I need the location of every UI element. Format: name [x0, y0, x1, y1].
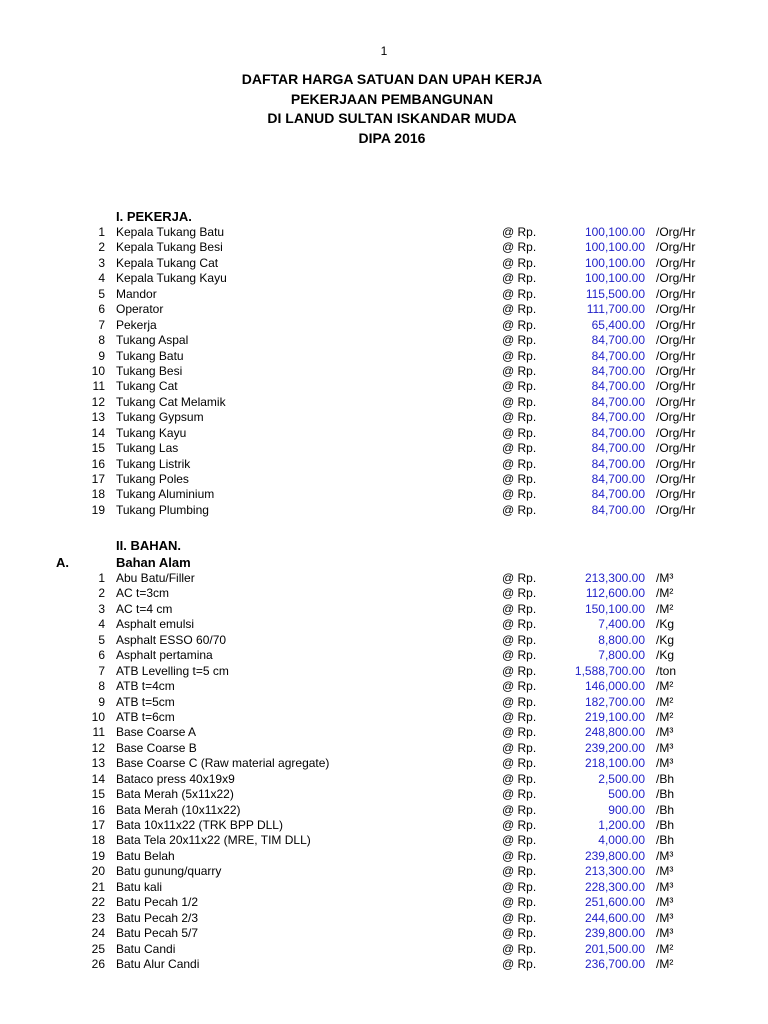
row-number: 3	[98, 255, 105, 270]
price-row	[0, 333, 768, 348]
unit-label: /Bh	[656, 771, 675, 786]
material-price-list	[0, 571, 768, 972]
item-name: Asphalt emulsi	[116, 617, 195, 632]
unit-label: /M³	[656, 725, 674, 740]
item-name: Asphalt ESSO 60/70	[116, 632, 227, 647]
currency-label: @ Rp.	[502, 910, 537, 925]
page-number: 1	[380, 44, 388, 58]
currency-label: @ Rp.	[502, 394, 537, 409]
currency-label: @ Rp.	[502, 317, 537, 332]
unit-label: /M³	[656, 756, 674, 771]
price-row	[0, 895, 768, 910]
price-row	[0, 926, 768, 941]
currency-label: @ Rp.	[502, 363, 537, 378]
item-name: Abu Batu/Filler	[116, 571, 195, 585]
unit-price: 213,300.00	[584, 571, 645, 585]
unit-label: /M²	[656, 941, 674, 956]
row-number: 13	[91, 756, 105, 771]
unit-label: /Org/Hr	[656, 225, 696, 239]
row-number: 7	[98, 663, 105, 678]
item-name: Batu kali	[116, 879, 163, 894]
row-number: 4	[98, 617, 105, 632]
row-number: 8	[98, 333, 105, 348]
item-name: Kepala Tukang Besi	[116, 240, 223, 255]
title-line: DAFTAR HARGA SATUAN DAN UPAH KERJA	[241, 71, 543, 87]
row-number: 18	[91, 833, 105, 848]
unit-price: 150,100.00	[584, 601, 645, 616]
item-name: Tukang Batu	[116, 348, 184, 363]
unit-label: /Org/Hr	[656, 240, 696, 255]
row-number: 15	[91, 441, 105, 456]
unit-label: /M³	[656, 879, 674, 894]
unit-price: 218,100.00	[584, 756, 645, 771]
row-number: 4	[98, 271, 105, 286]
unit-price: 111,700.00	[586, 302, 645, 317]
row-number: 16	[91, 802, 105, 817]
item-name: Tukang Cat	[116, 379, 178, 394]
row-number: 19	[91, 848, 105, 863]
currency-label: @ Rp.	[502, 441, 537, 456]
unit-label: /M²	[656, 956, 674, 971]
price-row	[0, 741, 768, 756]
row-number: 23	[91, 910, 105, 925]
currency-label: @ Rp.	[502, 848, 537, 863]
item-name: Tukang Gypsum	[116, 410, 204, 425]
unit-price: 84,700.00	[591, 363, 645, 378]
unit-price: 112,600.00	[585, 586, 645, 601]
price-row	[0, 457, 768, 472]
unit-label: /Org/Hr	[656, 363, 696, 378]
item-name: Tukang Kayu	[116, 425, 187, 440]
currency-label: @ Rp.	[502, 617, 537, 632]
price-row	[0, 787, 768, 802]
unit-label: /Bh	[656, 833, 675, 848]
item-name: Asphalt pertamina	[116, 648, 213, 663]
unit-label: /Org/Hr	[656, 425, 696, 440]
row-number: 5	[98, 286, 105, 301]
currency-label: @ Rp.	[502, 941, 537, 956]
unit-price: 213,300.00	[584, 864, 645, 879]
price-row	[0, 287, 768, 302]
unit-price: 84,700.00	[591, 394, 645, 409]
price-row	[0, 379, 768, 394]
item-name: Batu gunung/quarry	[116, 864, 222, 879]
price-row	[0, 426, 768, 441]
currency-label: @ Rp.	[502, 601, 537, 616]
unit-price: 500.00	[608, 787, 645, 802]
currency-label: @ Rp.	[502, 663, 537, 678]
unit-label: /M³	[656, 864, 674, 879]
unit-price: 201,500.00	[584, 941, 645, 956]
unit-price: 84,700.00	[591, 502, 645, 517]
sub-section-letter: A.	[56, 555, 69, 570]
currency-label: @ Rp.	[502, 833, 537, 848]
unit-label: /Kg	[656, 632, 675, 647]
item-name: Tukang Poles	[116, 472, 189, 486]
row-number: 9	[98, 348, 105, 363]
currency-label: @ Rp.	[502, 425, 537, 440]
currency-label: @ Rp.	[502, 926, 537, 941]
row-number: 26	[91, 956, 105, 971]
unit-price: 219,100.00	[584, 709, 645, 724]
price-row	[0, 803, 768, 818]
price-row	[0, 880, 768, 895]
unit-price: 2,500.00	[598, 771, 645, 786]
unit-price: 1,588,700.00	[574, 663, 645, 678]
item-name: Pekerja	[116, 317, 157, 332]
item-name: Batu Alur Candi	[116, 956, 200, 971]
row-number: 13	[91, 410, 105, 425]
price-row	[0, 818, 768, 833]
row-number: 15	[91, 787, 105, 802]
price-row	[0, 756, 768, 771]
item-name: Bata Tela 20x11x22 (MRE, TIM DLL)	[116, 833, 311, 848]
price-row	[0, 240, 768, 255]
labor-price-list	[0, 225, 768, 518]
currency-label: @ Rp.	[502, 348, 537, 363]
price-row	[0, 225, 768, 240]
row-number: 10	[91, 709, 105, 724]
currency-label: @ Rp.	[502, 571, 537, 585]
unit-price: 4,000.00	[598, 833, 645, 848]
currency-label: @ Rp.	[502, 771, 537, 786]
unit-price: 182,700.00	[584, 694, 645, 709]
unit-price: 115,500.00	[585, 286, 645, 301]
currency-label: @ Rp.	[502, 756, 537, 771]
item-name: Tukang Plumbing	[116, 502, 209, 517]
price-row	[0, 349, 768, 364]
item-name: ATB t=4cm	[116, 679, 175, 694]
price-row	[0, 602, 768, 617]
price-row	[0, 617, 768, 632]
currency-label: @ Rp.	[502, 225, 537, 239]
unit-label: /Org/Hr	[656, 394, 696, 409]
unit-label: /M³	[656, 926, 674, 941]
row-number: 22	[91, 895, 105, 910]
unit-price: 84,700.00	[591, 379, 645, 394]
unit-label: /Org/Hr	[656, 472, 696, 486]
unit-label: /Org/Hr	[656, 286, 696, 301]
unit-price: 7,400.00	[598, 617, 645, 632]
price-row	[0, 664, 768, 679]
unit-label: /Org/Hr	[656, 271, 696, 286]
item-name: Tukang Cat Melamik	[116, 394, 226, 409]
item-name: Kepala Tukang Batu	[116, 225, 225, 239]
unit-label: /Org/Hr	[656, 379, 696, 394]
unit-price: 100,100.00	[584, 271, 645, 286]
unit-label: /Kg	[656, 648, 675, 663]
currency-label: @ Rp.	[502, 240, 537, 255]
row-number: 1	[98, 571, 105, 585]
price-row	[0, 695, 768, 710]
item-name: Tukang Las	[116, 441, 179, 456]
unit-price: 251,600.00	[584, 895, 645, 910]
item-name: Bata Merah (10x11x22)	[116, 802, 241, 817]
row-number: 17	[91, 472, 105, 486]
currency-label: @ Rp.	[502, 709, 537, 724]
unit-label: /Org/Hr	[656, 456, 696, 471]
price-row	[0, 633, 768, 648]
unit-label: /Org/Hr	[656, 255, 696, 270]
row-number: 6	[98, 648, 105, 663]
currency-label: @ Rp.	[502, 286, 537, 301]
row-number: 18	[91, 487, 105, 502]
item-name: ATB t=6cm	[116, 709, 175, 724]
price-row	[0, 364, 768, 379]
row-number: 7	[98, 317, 105, 332]
currency-label: @ Rp.	[502, 694, 537, 709]
item-name: Operator	[116, 302, 164, 317]
price-row	[0, 833, 768, 848]
unit-label: /Org/Hr	[656, 487, 696, 502]
currency-label: @ Rp.	[502, 255, 537, 270]
unit-label: /Org/Hr	[656, 410, 696, 425]
item-name: Tukang Listrik	[116, 456, 191, 471]
currency-label: @ Rp.	[502, 679, 537, 694]
unit-label: /M²	[656, 586, 674, 601]
currency-label: @ Rp.	[502, 333, 537, 348]
currency-label: @ Rp.	[502, 740, 537, 755]
currency-label: @ Rp.	[502, 302, 537, 317]
item-name: ATB Levelling t=5 cm	[116, 663, 229, 678]
row-number: 8	[98, 679, 105, 694]
currency-label: @ Rp.	[502, 632, 537, 647]
row-number: 11	[92, 725, 105, 740]
unit-price: 239,200.00	[584, 740, 645, 755]
item-name: Bata Merah (5x11x22)	[116, 787, 234, 802]
price-row	[0, 472, 768, 487]
item-name: Batu Pecah 1/2	[116, 895, 199, 910]
price-row	[0, 911, 768, 926]
section-heading-bahan: II. BAHAN.	[116, 538, 181, 553]
unit-label: /Org/Hr	[656, 348, 696, 363]
price-row	[0, 487, 768, 502]
unit-price: 100,100.00	[584, 255, 645, 270]
currency-label: @ Rp.	[502, 586, 537, 601]
row-number: 20	[91, 864, 105, 879]
row-number: 19	[91, 502, 105, 517]
item-name: Tukang Besi	[116, 363, 183, 378]
price-row	[0, 441, 768, 456]
unit-price: 146,000.00	[584, 679, 645, 694]
price-row	[0, 503, 768, 518]
currency-label: @ Rp.	[502, 879, 537, 894]
currency-label: @ Rp.	[502, 956, 537, 971]
item-name: Base Coarse B	[116, 740, 197, 755]
unit-price: 900.00	[608, 802, 645, 817]
unit-label: /Org/Hr	[656, 302, 696, 317]
unit-label: /M³	[656, 910, 674, 925]
unit-label: /Bh	[656, 787, 675, 802]
price-row	[0, 849, 768, 864]
item-name: AC t=4 cm	[116, 601, 173, 616]
currency-label: @ Rp.	[502, 648, 537, 663]
unit-price: 8,800.00	[598, 632, 645, 647]
item-name: Kepala Tukang Cat	[116, 255, 219, 270]
price-row	[0, 571, 768, 586]
unit-price: 239,800.00	[584, 926, 645, 941]
unit-label: /Org/Hr	[656, 317, 696, 332]
row-number: 10	[91, 363, 105, 378]
row-number: 9	[98, 694, 105, 709]
row-number: 2	[98, 240, 105, 255]
unit-label: /M³	[656, 895, 674, 910]
unit-price: 84,700.00	[591, 333, 645, 348]
price-row	[0, 942, 768, 957]
unit-label: /Org/Hr	[656, 333, 696, 348]
row-number: 25	[91, 941, 105, 956]
row-number: 6	[98, 302, 105, 317]
unit-label: /Bh	[656, 818, 675, 832]
price-row	[0, 586, 768, 601]
unit-label: /Bh	[656, 802, 675, 817]
unit-label: /M²	[656, 709, 674, 724]
row-number: 12	[91, 394, 105, 409]
item-name: Kepala Tukang Kayu	[116, 271, 227, 286]
unit-label: /M³	[656, 848, 674, 863]
item-name: Base Coarse A	[116, 725, 197, 740]
currency-label: @ Rp.	[502, 802, 537, 817]
item-name: Mandor	[116, 286, 157, 301]
price-row	[0, 772, 768, 787]
row-number: 14	[91, 771, 105, 786]
currency-label: @ Rp.	[502, 895, 537, 910]
title-line: DIPA 2016	[358, 129, 426, 146]
price-row	[0, 410, 768, 425]
unit-label: /ton	[656, 663, 677, 678]
row-number: 21	[91, 879, 105, 894]
unit-price: 84,700.00	[591, 441, 645, 456]
row-number: 11	[92, 379, 105, 394]
item-name: ATB t=5cm	[116, 694, 175, 709]
section-heading-pekerja: I. PEKERJA.	[116, 209, 192, 224]
price-row	[0, 957, 768, 972]
currency-label: @ Rp.	[502, 725, 537, 740]
unit-price: 100,100.00	[584, 225, 645, 239]
currency-label: @ Rp.	[502, 487, 537, 502]
currency-label: @ Rp.	[502, 502, 537, 517]
item-name: Batu Candi	[116, 941, 176, 956]
title-line: PEKERJAAN PEMBANGUNAN	[290, 90, 494, 107]
price-row	[0, 648, 768, 663]
price-row	[0, 395, 768, 410]
sub-section-heading: Bahan Alam	[116, 555, 191, 570]
currency-label: @ Rp.	[502, 818, 537, 832]
unit-label: /M³	[656, 571, 674, 585]
unit-price: 228,300.00	[584, 879, 645, 894]
item-name: Base Coarse C (Raw material agregate)	[116, 756, 330, 771]
currency-label: @ Rp.	[502, 787, 537, 802]
price-row	[0, 318, 768, 333]
row-number: 1	[98, 225, 105, 239]
currency-label: @ Rp.	[502, 410, 537, 425]
price-row	[0, 256, 768, 271]
unit-price: 1,200.00	[598, 818, 645, 832]
unit-price: 248,800.00	[584, 725, 645, 740]
item-name: Batu Pecah 2/3	[116, 910, 199, 925]
unit-price: 84,700.00	[591, 472, 645, 486]
row-number: 16	[91, 456, 105, 471]
price-row	[0, 679, 768, 694]
row-number: 3	[98, 601, 105, 616]
price-row	[0, 710, 768, 725]
unit-price: 239,800.00	[584, 848, 645, 863]
document-title	[0, 70, 768, 148]
price-row	[0, 864, 768, 879]
currency-label: @ Rp.	[502, 864, 537, 879]
row-number: 5	[98, 632, 105, 647]
unit-price: 244,600.00	[584, 910, 645, 925]
unit-price: 236,700.00	[584, 956, 645, 971]
unit-label: /M²	[656, 679, 674, 694]
price-row	[0, 725, 768, 740]
price-row	[0, 302, 768, 317]
item-name: Bataco press 40x19x9	[116, 771, 235, 786]
currency-label: @ Rp.	[502, 456, 537, 471]
unit-label: /M²	[656, 601, 674, 616]
item-name: Bata 10x11x22 (TRK BPP DLL)	[116, 818, 283, 832]
row-number: 12	[91, 740, 105, 755]
unit-price: 65,400.00	[591, 317, 645, 332]
unit-price: 84,700.00	[591, 425, 645, 440]
item-name: Tukang Aspal	[116, 333, 189, 348]
unit-price: 84,700.00	[591, 487, 645, 502]
unit-label: /Org/Hr	[656, 502, 696, 517]
unit-price: 84,700.00	[591, 348, 645, 363]
item-name: Tukang Aluminium	[116, 487, 215, 502]
unit-label: /M²	[656, 694, 674, 709]
currency-label: @ Rp.	[502, 271, 537, 286]
unit-label: /Kg	[656, 617, 675, 632]
title-line: DI LANUD SULTAN ISKANDAR MUDA	[267, 110, 517, 126]
unit-price: 100,100.00	[584, 240, 645, 255]
row-number: 14	[91, 425, 105, 440]
item-name: AC t=3cm	[116, 586, 170, 601]
price-row	[0, 271, 768, 286]
unit-price: 84,700.00	[591, 456, 645, 471]
item-name: Batu Pecah 5/7	[116, 926, 199, 941]
currency-label: @ Rp.	[502, 379, 537, 394]
item-name: Batu Belah	[116, 848, 175, 863]
currency-label: @ Rp.	[502, 472, 537, 486]
row-number: 2	[98, 586, 105, 601]
unit-label: /M³	[656, 740, 674, 755]
unit-price: 84,700.00	[591, 410, 645, 425]
row-number: 24	[91, 926, 105, 941]
unit-label: /Org/Hr	[656, 441, 696, 456]
unit-price: 7,800.00	[598, 648, 645, 663]
row-number: 17	[91, 818, 105, 832]
